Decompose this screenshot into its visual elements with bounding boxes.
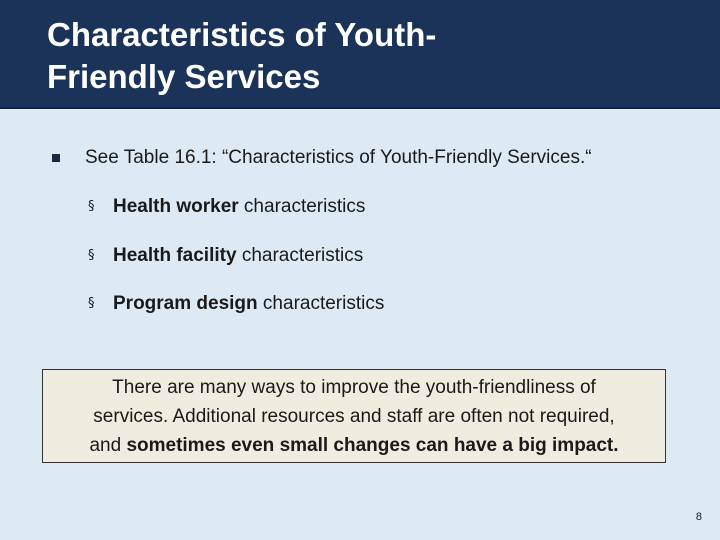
sub-bullet-health-facility (88, 242, 688, 270)
slide-title-line-2: Friendly Services (47, 58, 321, 95)
sub-bullet-rest: characteristics (238, 196, 366, 217)
section-bullet-icon: § (88, 199, 95, 214)
callout-line-3 (43, 431, 665, 460)
callout-line-2: services. Additional resources and staff are often not required, (93, 406, 615, 427)
main-bullet-text: See Table 16.1: “Characteristics of Youth-Friendly Services.“ (85, 147, 592, 168)
sub-bullet-label (113, 290, 384, 318)
callout-line-3-plain: and (89, 435, 127, 456)
sub-bullet-rest: characteristics (236, 245, 364, 266)
sub-bullet-rest: characteristics (257, 293, 385, 314)
callout-box (42, 369, 666, 463)
callout-emphasis: sometimes even small changes can have a big impact. (126, 435, 619, 456)
sub-bullet-program-design (88, 290, 688, 318)
callout-line-1: There are many ways to improve the youth-friendliness of (112, 377, 596, 398)
sub-bullet-health-worker (88, 193, 688, 221)
section-bullet-icon: § (88, 248, 95, 263)
sub-bullet-label (113, 242, 363, 270)
page-number: 8 (695, 511, 702, 523)
sub-bullet-label (113, 193, 365, 221)
sub-bullet-bold: Health worker (113, 196, 239, 217)
sub-bullet-bold: Health facility (113, 245, 237, 266)
slide-title (47, 14, 697, 98)
title-bar (0, 0, 720, 109)
main-bullet (52, 144, 692, 174)
slide-title-line-1: Characteristics of Youth- (47, 16, 437, 53)
sub-bullet-bold: Program design (113, 293, 258, 314)
square-bullet-icon (52, 154, 60, 162)
section-bullet-icon: § (88, 296, 95, 311)
